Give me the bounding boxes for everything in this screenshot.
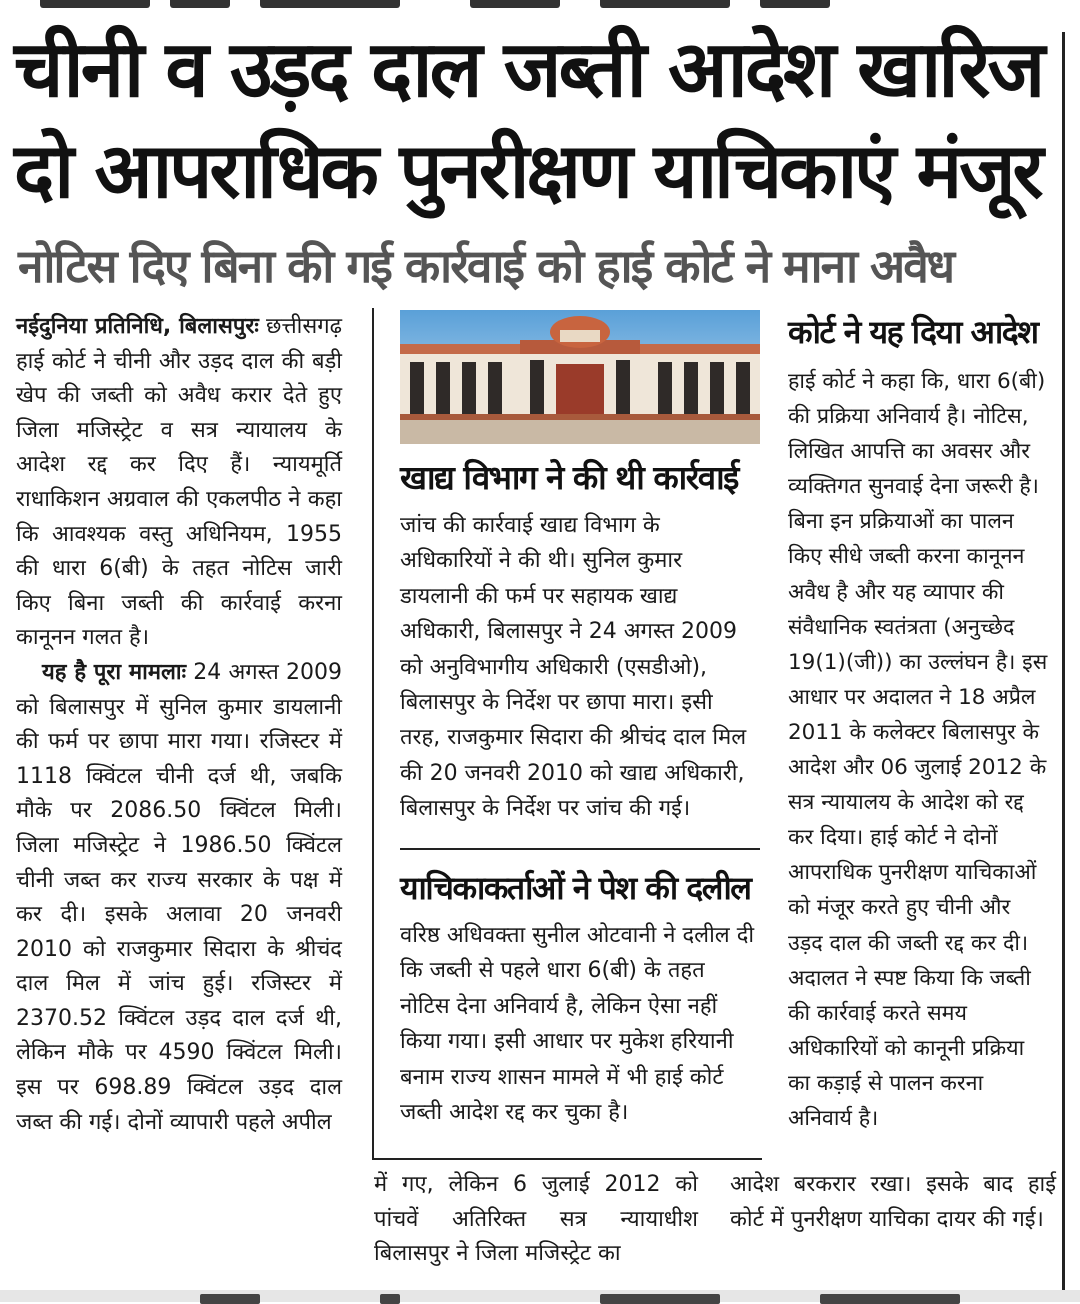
paragraph-lead: यह है पूरा मामलाः: [42, 659, 187, 685]
building-illustration: [400, 310, 760, 444]
sidebar-box: [372, 308, 760, 1160]
section-heading-court-order: कोर्ट ने यह दिया आदेश: [788, 313, 1038, 351]
article-column-3: [788, 364, 1050, 1136]
previous-article-cutoff: [0, 0, 1080, 14]
dateline: नईदुनिया प्रतिनिधि, बिलासपुरः: [16, 314, 259, 339]
next-article-cutoff: [0, 1290, 1080, 1302]
headline-line-2: दो आपराधिक पुनरीक्षण याचिकाएं मंजूर: [14, 126, 1041, 215]
section-text-petitioners: वरिष्ठ अधिवक्ता सुनील ओटवानी ने दलील दी कि जब्ती से पहले धारा 6(बी) के तहत नोटिस देना अनिवार्य है, लेकिन ऐसा नहीं किया गया। इसी आधार पर मुकेश हरियानी बनाम राज्य शासन मामले में भी हाई कोर्ट जब्ती आदेश रद्द कर चुका है।: [400, 923, 755, 1126]
section-heading-food-dept: खाद्य विभाग ने की थी कार्रवाई: [400, 458, 738, 497]
section-text-food-dept: जांच की कार्रवाई खाद्य विभाग के अधिकारियों ने की थी। सुनिल कुमार डायलानी की फर्म पर सहायक खाद्य अधिकारी, बिलासपुर ने 24 अगस्त 2009 को अनुविभागीय अधिकारी (एसडीओ), बिलासपुर के निर्देश पर छापा मारा। इसी तरह, राजकुमार सिदारा की श्रीचंद दाल मिल की 20 जनवरी 2010 को खाद्य अधिकारी, बिलासपुर के निर्देश पर जांच की गई।: [400, 513, 747, 822]
article-column-1: [16, 310, 342, 1140]
court-order-text: हाई कोर्ट ने कहा कि, धारा 6(बी) की प्रक्रिया अनिवार्य है। नोटिस, लिखित आपत्ति का अवसर और व्यक्तिगत सुनवाई देना जरूरी है। बिना इन प्रक्रियाओं का पालन किए सीधे जब्ती करना कानूनन अवैध है और यह व्यापार की संवैधानिक स्वतंत्रता (अनुच्छेद 19(1)(जी)) का उल्लंघन है। इस आधार पर अदालत ने 18 अप्रैल 2011 के कलेक्टर बिलासपुर के आदेश और 06 जुलाई 2012 के सत्र न्यायालय के आदेश को रद्द कर दिया। हाई कोर्ट ने दोनों आपराधिक पुनरीक्षण याचिकाओं को मंजूर करते हुए चीनी और उड़द दाल की जब्ती रद्द कर दी। अदालत ने स्पष्ट किया कि जब्ती की कार्रवाई करते समय अधिकारियों को कानूनी प्रक्रिया का कड़ाई से पालन करना अनिवार्य है।: [788, 369, 1048, 1131]
intro-text: छत्तीसगढ़ हाई कोर्ट ने चीनी और उड़द दाल की बड़ी खेप की जब्ती को अवैध करार देते हुए जिला मजिस्ट्रेट व सत्र न्यायालय के आदेश रद्द कर दिए हैं। न्यायमूर्ति राधाकिशन अग्रवाल की एकलपीठ ने कहा कि आवश्यक वस्तु अधिनियम, 1955 की धारा 6(बी) के तहत नोटिस जारी किए बिना जब्ती की कार्रवाई करना कानूनन गलत है।: [16, 314, 342, 651]
subheadline: नोटिस दिए बिना की गई कार्रवाई को हाई कोर्ट ने माना अवैध: [18, 239, 954, 293]
high-court-photo: [400, 310, 760, 444]
headline-line-1: चीनी व उड़द दाल जब्ती आदेश खारिज: [14, 25, 1043, 115]
column-rule-right: [1062, 32, 1065, 1300]
background-text: 24 अगस्त 2009 को बिलासपुर में सुनिल कुमार डायलानी की फर्म पर छापा मारा गया। रजिस्टर में 1118 क्विंटल चीनी दर्ज थी, जबकि मौके पर 2086.50 क्विंटल मिली। जिला मजिस्ट्रेट ने 1986.50 क्विंटल चीनी जब्त कर राज्य सरकार के पक्ष में कर दी। इसके अलावा 20 जनवरी 2010 को राजकुमार सिदारा के श्रीचंद दाल मिल में जांच हुई। रजिस्टर में 2370.52 क्विंटल उड़द दाल दर्ज थी, लेकिन मौके पर 4590 क्विंटल मिली। इस पर 698.89 क्विंटल उड़द दाल जब्त की गई। दोनों व्यापारी पहले अपील: [16, 659, 342, 1135]
continuation-text-col2: में गए, लेकिन 6 जुलाई 2012 को पांचवें अतिरिक्त सत्र न्यायाधीश बिलासपुर ने जिला मजिस्ट्रेट का: [374, 1172, 698, 1267]
background-paragraph: [16, 656, 342, 1140]
continuation-text-col3: आदेश बरकरार रखा। इसके बाद हाई कोर्ट में पुनरीक्षण याचिका दायर की गई।: [730, 1172, 1056, 1232]
section-heading-petitioners: याचिकाकर्ताओं ने पेश की दलील: [400, 869, 751, 907]
section-divider: [400, 848, 760, 850]
dateline-paragraph: [16, 310, 342, 656]
